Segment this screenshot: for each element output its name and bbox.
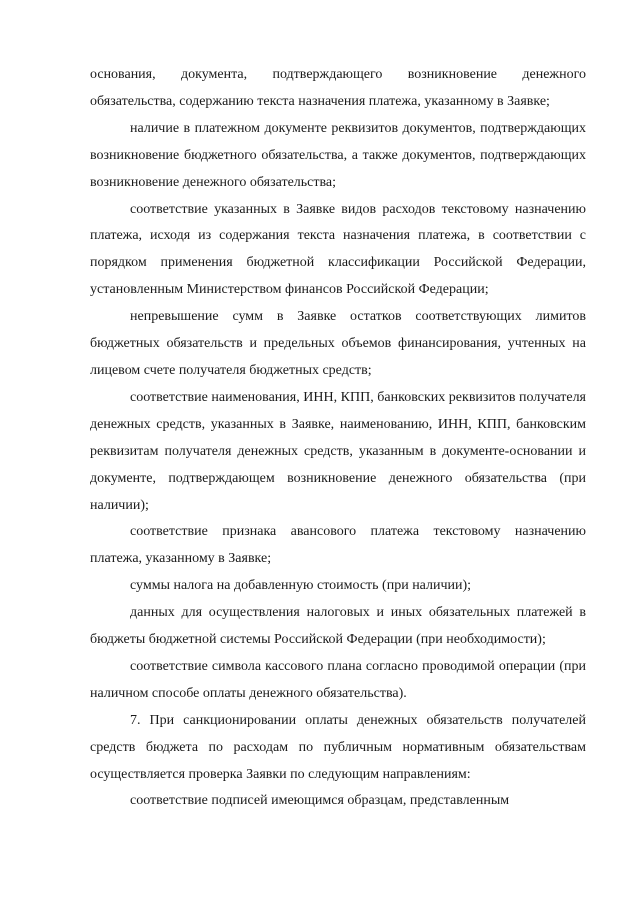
paragraph-8: данных для осуществления налоговых и иных обязательных платежей в бюджеты бюджетной системы Российской Федерации (при необходимости); — [90, 605, 586, 648]
paragraph-7: суммы налога на добавленную стоимость (при наличии); — [130, 578, 472, 594]
document-body — [90, 62, 586, 815]
paragraph-5: соответствие наименования, ИНН, КПП, банковских реквизитов получателя денежных средств, указанных в Заявке, наименованию, ИНН, КПП, банковским реквизитам получателя денежных средств, указанным в документе-основании и документе, подтверждающем возникновение денежного обязательства (при наличии); — [90, 389, 586, 513]
paragraph-1: основания, документа, подтверждающего возникновение денежного обязательства, содержанию текста назначения платежа, указанному в Заявке; — [90, 67, 586, 109]
paragraph-9: соответствие символа кассового плана согласно проводимой операции (при наличном способе оплаты денежного обязательства). — [90, 658, 586, 701]
paragraph-3: соответствие указанных в Заявке видов расходов текстовому назначению платежа, исходя из содержания текста назначения платежа, в соответствии с порядком применения бюджетной классификации Российской Федерации, установленным Министерством финансов Российской Федерации; — [90, 201, 586, 298]
paragraph-4: непревышение сумм в Заявке остатков соответствующих лимитов бюджетных обязательств и предельных объемов финансирования, учтенных на лицевом счете получателя бюджетных средств; — [90, 309, 586, 378]
paragraph-11: соответствие подписей имеющимся образцам, представленным — [130, 793, 510, 809]
paragraph-6: соответствие признака авансового платежа текстовому назначению платежа, указанному в Заявке; — [90, 524, 586, 567]
paragraph-2: наличие в платежном документе реквизитов документов, подтверждающих возникновение бюджетного обязательства, а также документов, подтверждающих возникновение денежного обязательства; — [90, 120, 586, 190]
paragraph-10: 7. При санкционировании оплаты денежных обязательств получателей средств бюджета по расходам по публичным нормативным обязательствам осуществляется проверка Заявки по следующим направлениям: — [90, 712, 586, 782]
